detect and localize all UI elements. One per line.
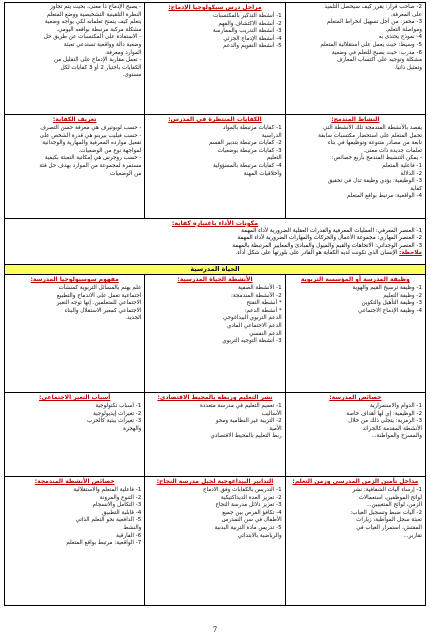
- text-line: * أنشطة التفتح: [246, 300, 282, 307]
- teacher-roles-cell: [285, 3, 425, 114]
- text-line: من الوضعيات: [110, 170, 142, 177]
- text-line: والنشط: [123, 524, 142, 531]
- text-line: 3- تغيرات بيئية كالحرب: [86, 418, 142, 425]
- integration-lesson-stages-cell: [144, 3, 284, 114]
- text-line: الكفايات باختيار 2 أو 3 كفايات لكل: [60, 64, 142, 71]
- text-line: الأنشطة المقدمة كالجرائد: [362, 425, 422, 432]
- social-change-cell: [5, 393, 144, 476]
- text-line: 1- الدوام والاستمرارية: [369, 403, 422, 409]
- text-line: الأمية: [269, 425, 282, 432]
- cell-title: النشاط المندمج:: [331, 116, 380, 123]
- content-table: [4, 2, 426, 606]
- text-line: 3- وظيفة التأهيل والتكوين: [361, 300, 422, 307]
- text-line: تقارير...: [403, 532, 422, 539]
- text-line: 1- العنصر المعرفي: العمليات المعرفية والقدرات العقلية الضرورية لأداء المهمة: [241, 227, 422, 234]
- text-line: 2- آليات ضبط وتسجيل الغياب:: [350, 509, 422, 516]
- text-line: 7- الواقعية: مرتبط بواقع المتعلم: [66, 540, 142, 547]
- cell-title: تعريف الكفاية:: [52, 116, 97, 123]
- text-line: - تعمل مقاربة الإدماج على التقليل من: [53, 57, 142, 64]
- text-line: 4- تكافؤ الفرص بين جميع: [222, 509, 282, 516]
- text-line: علم يهتم بالمسائل التربوية كمنشآت: [58, 285, 142, 291]
- text-line: 3- كفايات مرتبطة بوضعيات: [217, 147, 282, 154]
- cell-title: خصائص الأنشطة المندمجة:: [34, 478, 115, 485]
- integrated-activity-cell: [285, 115, 425, 218]
- cell-title: نشر التعليم وربطه بالمحيط الاقتصادي:: [157, 394, 273, 401]
- school-time-cell: [285, 477, 425, 605]
- text-line: الاجتماعي للمتعلمين. إنها توجه التغير: [56, 300, 142, 307]
- school-activities-cell: [144, 275, 284, 392]
- text-line: 2- كفايات مرتبطة بتدبير القسم: [209, 140, 282, 147]
- text-line: 2- الوظيفية: إي لها أهداف خاصة: [346, 410, 422, 417]
- text-line: مشكلة مركبة مرتبطة بواقعه اليومي.: [56, 26, 142, 33]
- text-line: الاجتماعي كمعبر الاستقلال والبناء: [64, 307, 142, 314]
- text-line: 2- تغيرات إيديولوجية: [93, 410, 142, 417]
- text-line: التعليم: [266, 155, 282, 162]
- cell-title: التدابير البيداغوجية لجيل مدرسة النجاح:: [156, 478, 274, 485]
- text-line: يتعلم كيف يتمنح تعلماته لكي يواجه وضعية: [44, 19, 142, 26]
- text-line: 1- أسباب تكنولوجية: [95, 403, 142, 409]
- text-line: 3- أنشطة التدريب والممارسة: [212, 28, 282, 35]
- text-line: 4- أنشطة الإدماج الجزئي: [223, 35, 282, 42]
- text-line: 2- التنوع والمرونة: [99, 494, 142, 501]
- text-line: الدعم التربوي البيداغوجي: [222, 315, 282, 322]
- text-line: الأساليب: [261, 410, 282, 417]
- text-line: 2- أنشطة الاكتشاف والفهم: [218, 20, 282, 27]
- text-line: 2- الدلالة: [400, 170, 422, 177]
- text-line: الموارد ومعرفة.: [104, 49, 142, 56]
- text-line: 3- التكامل والانسجام: [92, 502, 142, 509]
- text-line: الدعم النفسي: [249, 330, 282, 337]
- text-line: 2- التربية غير النظامية ومحو: [215, 418, 282, 425]
- text-line: 3- الوظيفية: يؤدي وظيفة تدل في تحقيق: [327, 178, 422, 185]
- text-line: تعلمات جديدة ذات معنى.: [363, 147, 422, 154]
- text-line: 5- أنشطة التقويم والدعم: [223, 43, 282, 50]
- text-line: 6- مدرب: حيث يصبح للتعلم في وضعية: [331, 49, 422, 56]
- text-line: وأخلاقيات المهنة: [243, 170, 282, 177]
- school-life-row-1: [5, 275, 425, 393]
- text-line: الدراسية: [261, 132, 282, 139]
- integrated-activities-features-cell: [5, 477, 144, 605]
- text-line: 1- فاعلية المتعلم والاستقلالية: [73, 487, 142, 493]
- text-line: تعبئة سجل المواظبة، زيارات: [356, 517, 422, 524]
- text-line: 1- تعميم التعليم في مدرسة متعددة: [199, 403, 282, 409]
- text-line: 3- أنشطة التوجيه التربوي: [222, 338, 282, 345]
- text-line: * أنشطة الدعم:: [244, 307, 282, 314]
- text-line: 4- وظيفة الإدماج الاجتماعي: [358, 307, 422, 314]
- school-features-cell: [285, 393, 425, 476]
- text-line: مستوى.: [122, 72, 142, 79]
- section-title: مكونات الأداء باعتباره كفاية:: [171, 220, 259, 227]
- cell-title: أسباب التغير الاجتماعي:: [39, 394, 111, 401]
- text-line: 1- فاعلية المتعلم: [382, 162, 422, 169]
- text-line: 5- وسيط: حيث يعمل على استقلالية المتعلم: [320, 41, 422, 48]
- pedagogical-measures-cell: [144, 477, 284, 605]
- text-line: 2- تعزيز العدة الديداكتيكية: [220, 494, 282, 501]
- text-line: تابعة من مصادر متنوعة وتوظيفها في بناء: [327, 140, 422, 147]
- cell-title: الأنشطة الحياة المدرسية:: [177, 276, 253, 283]
- expected-competencies-cell: [144, 115, 284, 218]
- school-function-cell: [285, 275, 425, 392]
- text-line: 4- نموذج يحتذى به: [378, 34, 422, 41]
- text-line: تفعيل موارده المعرفية والمهارية والوجدانية: [42, 140, 142, 147]
- cell-title: خصائص المدرسة:: [329, 394, 382, 401]
- text-line: لوائح الموظفين، استعمالات: [358, 494, 422, 501]
- text-line: 1- كفايات مرتبطة بالمواد: [222, 125, 282, 131]
- cell-title: مراحل درس سيكولوجيا الإدماج:: [168, 4, 262, 11]
- text-line: 5- الدافعية نحو التعلم الذاتي: [75, 517, 142, 524]
- cell-title: مفهوم سوسيولوجيا المدرسة:: [30, 276, 119, 283]
- text-line: 2- وظيفة التعليم: [383, 292, 422, 299]
- cell-title: الكفايات المنتظرة في المدرس:: [168, 116, 262, 123]
- text-line: 2- صاحب قرار: يقرر كيف سيحصل التلميذ: [324, 4, 422, 10]
- text-line: - حسب روجرس هي إمكانية التعبئة بكيفية: [44, 155, 142, 162]
- text-line: - الاستفادة على المكتسبات عن طريق حل: [43, 34, 142, 41]
- note-line: [8, 250, 422, 258]
- text-line: 5- تدريس مادة التربية البدنية: [214, 524, 282, 531]
- text-line: 4- قابلية التطبيق: [102, 509, 142, 516]
- text-line: 3- العنصر الوجداني: الاتجاهات والقيم والميول والمبادئ والمعايير المرتبطة بالمهمة: [232, 242, 422, 249]
- text-line: 2- العنصر المهاري: مجموعة الأعمال والحركات والمهارات الضرورية لأداء المهمة: [237, 235, 422, 242]
- text-line: - حسب فيليب بيرينو هي قدرة الشخص على: [39, 132, 142, 139]
- school-life-band: الحياة المدرسية: [5, 265, 425, 275]
- text-line: 1- الأنشطة الصفية: [238, 285, 282, 291]
- education-economy-cell: [144, 393, 284, 476]
- school-sociology-cell: [5, 275, 144, 392]
- text-line: لمواجهة نوع من الوضعيات.: [78, 147, 142, 154]
- mid-row: [5, 115, 425, 219]
- note-text: الإنسان الذي تكونت لديه الكفاية هو القادر على بلورتها على شكل أداء.: [235, 250, 398, 257]
- cell-title: مداخل تأمين الزمن المدرسي وزمن التعلم:: [292, 478, 419, 485]
- text-line: الزمن، لوائح المتغيبين...: [366, 502, 422, 509]
- text-line: تحمل المتعلم على استحضار مكتسبات سابقة: [318, 132, 422, 139]
- text-line: المفتش، استمرار الغياب في: [356, 524, 422, 531]
- text-line: النظرة التلقينية التشخيصية ووضع المتعلم: [46, 11, 142, 18]
- text-line: والهجرة: [123, 425, 142, 432]
- text-line: 4- الواقعية: مرتبط بواقع المتعلم: [346, 193, 422, 200]
- text-line: 3- تعزيز دلائل مدرسة النجاح: [215, 502, 282, 509]
- text-line: - يمكن التنشيط المندمج بأربع خصائص:: [331, 155, 422, 162]
- text-line: وتمثيل ذاتيا.: [394, 64, 422, 71]
- text-line: 2- الأنشطة المندمجة:: [231, 292, 282, 299]
- text-line: ومواصلة التعلم.: [385, 26, 422, 33]
- integration-notes-cell: [5, 3, 144, 114]
- text-line: يقصد بالأنشطة المندمجة تلك الأنشطة التي: [323, 125, 422, 131]
- text-line: 3- الرمزية: يتجلى ذلك من خلال: [348, 418, 422, 425]
- text-line: الدعم الاجتماعي المادي: [226, 322, 282, 329]
- page-number: 7: [212, 626, 218, 634]
- text-line: كفاية: [410, 185, 422, 192]
- school-life-row-2: [5, 393, 425, 477]
- competency-definition-cell: [5, 115, 144, 218]
- text-line: مستمرة لمجموعة من الموارد بهدف حل فئة: [39, 162, 142, 169]
- text-line: 4- كفايات مرتبطة بالمسؤولية: [212, 162, 282, 169]
- text-line: 6- الفارقية: [116, 532, 142, 539]
- text-line: اجتماعية تعمل على الاندماج والتطبيع: [56, 292, 142, 299]
- text-line: 1- وظيفة ترسيخ القيم والهوية: [352, 285, 422, 291]
- text-line: وضعية دالة وواقعية تستدعي تعبئة: [63, 41, 142, 48]
- text-line: - حسب لوبوتيرف هي معرفة حسن التصرف: [40, 125, 142, 131]
- text-line: مشكلة وتوجيه على اكتساب المعارف: [336, 57, 422, 64]
- text-line: الأطفال في سن التمدرس: [221, 517, 282, 524]
- text-line: 1- أنشطة التذكير بالمكتسبات: [213, 13, 282, 19]
- top-row: [5, 3, 425, 115]
- text-line: الجديد.: [125, 315, 142, 322]
- text-line: 1- إرساء آليات الشفافية: نشر: [352, 487, 422, 493]
- cell-title: وظيفة المدرسة أو المؤسسة التربوية: [300, 276, 410, 283]
- text-line: على المعرفة.: [390, 11, 422, 18]
- text-line: - يصبح الإدماج ذا معنى، بحيث يتم تجاوز: [50, 4, 142, 10]
- text-line: 1- التدريس بالكفايات وفق الادماج: [203, 487, 282, 493]
- note-label: ملاحظة:: [399, 250, 422, 257]
- text-line: 3- محفز: من أجل تسهيل انخراط المتعلم: [326, 19, 422, 26]
- text-line: والرياضية بالابتدائي: [237, 532, 282, 539]
- performance-components: [5, 219, 425, 265]
- text-line: ربط التعليم بالمحيط الاقتصادي: [210, 433, 282, 440]
- school-life-row-3: [5, 477, 425, 605]
- text-line: والمسرح والمواطنة...: [371, 433, 422, 440]
